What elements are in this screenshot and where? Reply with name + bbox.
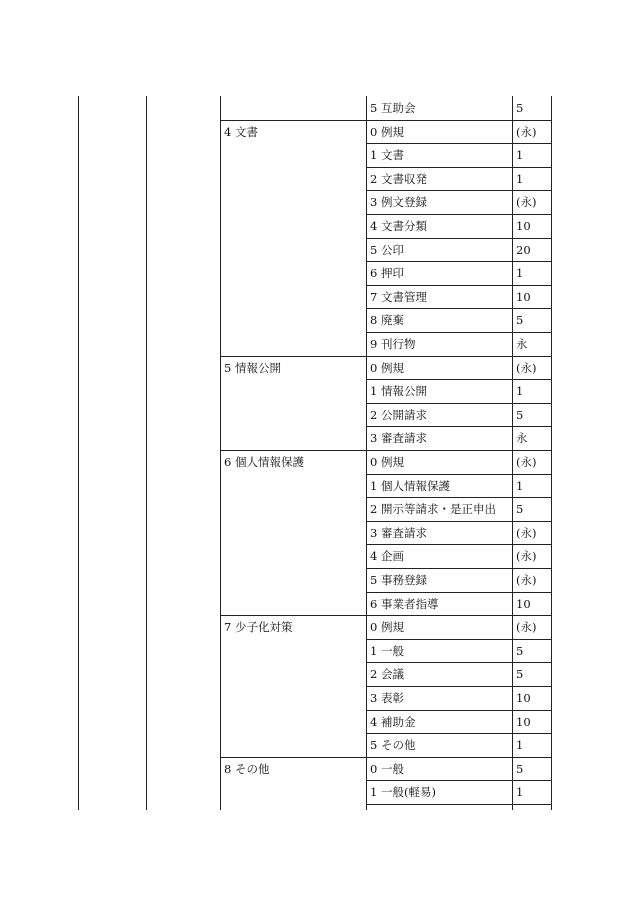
item-name: 3 表彰: [370, 691, 404, 705]
column-rule: [146, 96, 147, 810]
row-rule: [366, 568, 552, 569]
retention-period: (永): [516, 124, 537, 139]
item-name: 9 刊行物: [370, 337, 416, 351]
retention-period: 5: [516, 667, 524, 682]
retention-period: 20: [516, 242, 531, 257]
retention-period: 5: [516, 761, 524, 776]
item-name: 0 一般: [370, 761, 404, 776]
row-rule: [366, 780, 552, 781]
retention-period: 1: [516, 266, 524, 281]
row-rule: [366, 662, 552, 663]
column-rule: [512, 96, 513, 810]
item-name: 1 個人情報保護: [370, 478, 450, 493]
retention-period: 1: [516, 171, 524, 186]
retention-period: 5: [516, 643, 524, 658]
item-name: 6 押印: [370, 266, 404, 281]
retention-period: 1: [516, 738, 524, 753]
group-label: 4 文書: [224, 124, 258, 139]
item-name: 5 事務登録: [370, 573, 427, 587]
retention-period: (永): [516, 573, 537, 587]
item-name: 2 公開請求: [370, 407, 427, 422]
row-rule: [366, 639, 552, 640]
item-name: 4 補助金: [370, 714, 416, 729]
retention-period: (永): [516, 525, 537, 540]
row-rule: [366, 308, 552, 309]
retention-period: 永: [516, 337, 528, 351]
item-name: 3 例文登録: [370, 195, 427, 210]
row-rule: [366, 544, 552, 545]
item-name: 7 文書管理: [370, 289, 427, 304]
row-rule: [366, 733, 552, 734]
retention-period: 10: [516, 596, 531, 611]
group-label: 5 情報公開: [224, 360, 281, 375]
row-rule: [366, 261, 552, 262]
group-label: 6 個人情報保護: [224, 455, 304, 469]
retention-period: 10: [516, 219, 531, 233]
row-rule: [366, 403, 552, 404]
retention-period: 5: [516, 313, 524, 328]
row-rule: [366, 474, 552, 475]
row-rule: [366, 686, 552, 687]
item-name: 2 開示等請求・是正申出: [370, 502, 496, 517]
retention-period: 10: [516, 691, 531, 705]
retention-period: 5: [516, 407, 524, 422]
item-name: 1 情報公開: [370, 384, 427, 399]
column-rule: [220, 96, 221, 810]
item-name: 6 事業者指導: [370, 596, 439, 611]
retention-period: (永): [516, 455, 537, 469]
item-name: 8 廃棄: [370, 313, 404, 328]
row-rule: [366, 238, 552, 239]
item-name: 1 文書: [370, 148, 404, 163]
group-divider: [220, 757, 552, 758]
retention-period: 10: [516, 714, 531, 729]
item-name: 2 会議: [370, 667, 404, 682]
retention-period: (永): [516, 549, 537, 564]
retention-period: 5: [516, 502, 524, 517]
column-rule: [551, 96, 552, 810]
row-rule: [366, 426, 552, 427]
retention-period: (永): [516, 195, 537, 210]
item-name: 5 公印: [370, 242, 404, 257]
retention-period: 1: [516, 478, 524, 493]
group-label: 8 その他: [224, 761, 270, 776]
item-name: 1 一般: [370, 643, 404, 658]
row-rule: [366, 804, 552, 805]
group-divider: [220, 450, 552, 451]
item-name: 2 文書収発: [370, 171, 427, 186]
column-rule: [78, 96, 79, 810]
item-name: 5 互助会: [370, 101, 416, 115]
row-rule: [366, 285, 552, 286]
row-rule: [366, 190, 552, 191]
group-divider: [220, 120, 552, 121]
column-rule: [366, 96, 367, 810]
row-rule: [366, 497, 552, 498]
row-rule: [366, 143, 552, 144]
row-rule: [366, 379, 552, 380]
row-rule: [366, 592, 552, 593]
group-divider: [220, 356, 552, 357]
retention-period: 5: [516, 101, 524, 115]
retention-period: 1: [516, 785, 524, 800]
item-name: 5 その他: [370, 738, 416, 753]
row-rule: [366, 167, 552, 168]
row-rule: [366, 214, 552, 215]
row-rule: [366, 332, 552, 333]
item-name: 0 例規: [370, 620, 404, 635]
group-label: 7 少子化対策: [224, 620, 293, 635]
retention-period: (永): [516, 360, 537, 375]
item-name: 0 例規: [370, 455, 404, 469]
item-name: 0 例規: [370, 124, 404, 139]
item-name: 3 審査請求: [370, 525, 427, 540]
row-rule: [366, 521, 552, 522]
item-name: 4 文書分類: [370, 219, 427, 233]
group-divider: [220, 615, 552, 616]
retention-period: 1: [516, 384, 524, 399]
row-rule: [366, 710, 552, 711]
item-name: 1 一般(軽易): [370, 785, 436, 800]
retention-period: 永: [516, 431, 528, 446]
retention-period: 1: [516, 148, 524, 163]
item-name: 0 例規: [370, 360, 404, 375]
retention-period: (永): [516, 620, 537, 635]
item-name: 4 企画: [370, 549, 404, 564]
item-name: 3 審査請求: [370, 431, 427, 446]
retention-period: 10: [516, 289, 531, 304]
